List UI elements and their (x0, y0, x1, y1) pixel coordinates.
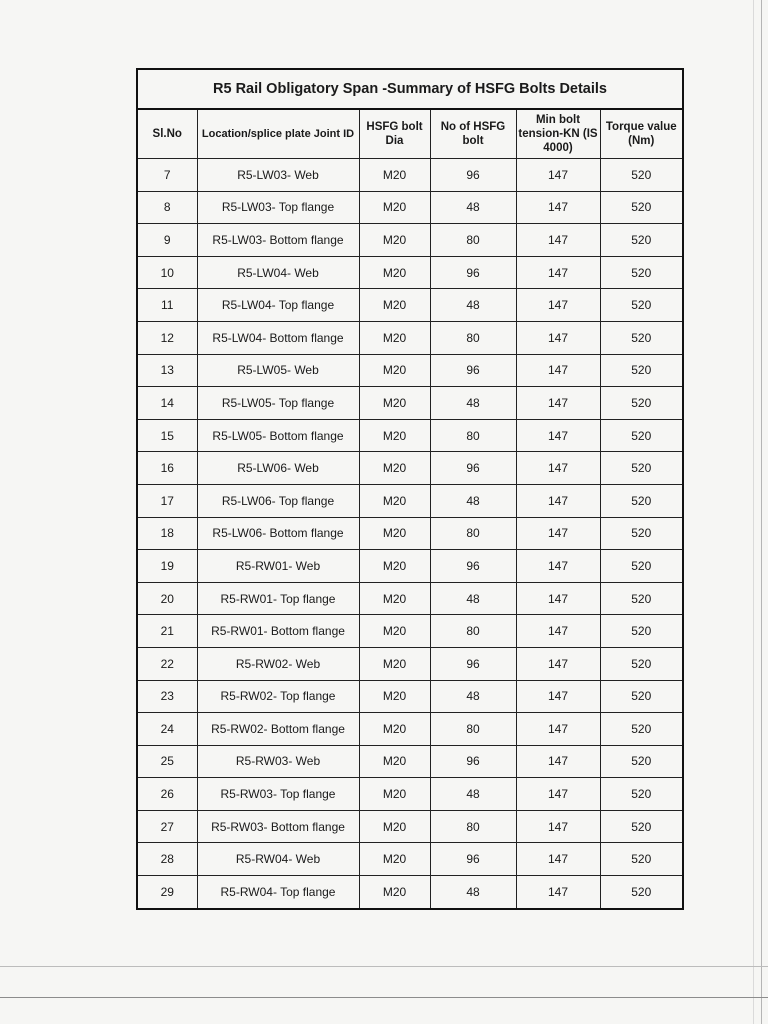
cell-sl-no: 20 (137, 582, 197, 615)
cell-location: R5-LW06- Top flange (197, 484, 359, 517)
table-row (137, 191, 683, 224)
cell-torque: 520 (600, 484, 683, 517)
cell-location: R5-RW03- Bottom flange (197, 810, 359, 843)
cell-bolt-dia: M20 (359, 191, 430, 224)
table-row (137, 354, 683, 387)
cell-min-tension: 147 (516, 680, 600, 713)
cell-torque: 520 (600, 582, 683, 615)
cell-sl-no: 14 (137, 387, 197, 420)
scan-artifact-line (0, 966, 768, 967)
cell-location: R5-RW01- Top flange (197, 582, 359, 615)
cell-torque: 520 (600, 550, 683, 583)
cell-torque: 520 (600, 289, 683, 322)
cell-bolt-dia: M20 (359, 810, 430, 843)
cell-sl-no: 22 (137, 647, 197, 680)
cell-min-tension: 147 (516, 419, 600, 452)
table-row (137, 387, 683, 420)
cell-bolt-count: 80 (430, 224, 516, 257)
cell-torque: 520 (600, 647, 683, 680)
cell-bolt-count: 48 (430, 876, 516, 909)
cell-bolt-count: 80 (430, 321, 516, 354)
cell-torque: 520 (600, 615, 683, 648)
cell-location: R5-RW03- Top flange (197, 778, 359, 811)
page-edge-line (761, 0, 762, 1024)
cell-bolt-count: 96 (430, 647, 516, 680)
cell-location: R5-RW01- Bottom flange (197, 615, 359, 648)
cell-sl-no: 11 (137, 289, 197, 322)
cell-bolt-dia: M20 (359, 582, 430, 615)
cell-location: R5-LW04- Top flange (197, 289, 359, 322)
cell-min-tension: 147 (516, 778, 600, 811)
table-row (137, 647, 683, 680)
cell-sl-no: 16 (137, 452, 197, 485)
cell-location: R5-LW05- Top flange (197, 387, 359, 420)
cell-location: R5-RW04- Web (197, 843, 359, 876)
table-row (137, 582, 683, 615)
table-row (137, 224, 683, 257)
table-row (137, 810, 683, 843)
cell-min-tension: 147 (516, 582, 600, 615)
cell-torque: 520 (600, 256, 683, 289)
cell-bolt-count: 96 (430, 159, 516, 192)
cell-sl-no: 27 (137, 810, 197, 843)
cell-torque: 520 (600, 419, 683, 452)
cell-bolt-dia: M20 (359, 843, 430, 876)
table-row (137, 517, 683, 550)
table-row (137, 321, 683, 354)
cell-bolt-count: 96 (430, 843, 516, 876)
cell-min-tension: 147 (516, 191, 600, 224)
table-row (137, 876, 683, 909)
cell-sl-no: 28 (137, 843, 197, 876)
table-row (137, 745, 683, 778)
cell-bolt-count: 96 (430, 256, 516, 289)
table-row (137, 680, 683, 713)
cell-location: R5-LW06- Web (197, 452, 359, 485)
cell-min-tension: 147 (516, 387, 600, 420)
cell-torque: 520 (600, 387, 683, 420)
cell-bolt-dia: M20 (359, 745, 430, 778)
cell-bolt-dia: M20 (359, 387, 430, 420)
cell-bolt-count: 96 (430, 745, 516, 778)
cell-torque: 520 (600, 159, 683, 192)
table-row (137, 778, 683, 811)
cell-min-tension: 147 (516, 256, 600, 289)
cell-min-tension: 147 (516, 484, 600, 517)
column-header-bolt-count: No of HSFG bolt (430, 109, 516, 159)
cell-location: R5-LW03- Web (197, 159, 359, 192)
cell-min-tension: 147 (516, 647, 600, 680)
cell-location: R5-LW04- Web (197, 256, 359, 289)
page-edge-shadow (753, 0, 754, 1024)
cell-bolt-dia: M20 (359, 876, 430, 909)
cell-bolt-dia: M20 (359, 354, 430, 387)
cell-sl-no: 10 (137, 256, 197, 289)
cell-bolt-count: 80 (430, 517, 516, 550)
cell-bolt-count: 48 (430, 778, 516, 811)
column-header-row (137, 109, 683, 159)
cell-bolt-count: 96 (430, 550, 516, 583)
cell-min-tension: 147 (516, 224, 600, 257)
cell-sl-no: 9 (137, 224, 197, 257)
cell-bolt-dia: M20 (359, 419, 430, 452)
cell-torque: 520 (600, 224, 683, 257)
table-row (137, 289, 683, 322)
cell-torque: 520 (600, 713, 683, 746)
cell-location: R5-RW03- Web (197, 745, 359, 778)
cell-bolt-dia: M20 (359, 321, 430, 354)
cell-bolt-count: 80 (430, 810, 516, 843)
cell-bolt-count: 48 (430, 289, 516, 322)
cell-sl-no: 7 (137, 159, 197, 192)
cell-min-tension: 147 (516, 615, 600, 648)
cell-bolt-dia: M20 (359, 517, 430, 550)
cell-location: R5-LW05- Bottom flange (197, 419, 359, 452)
column-header-torque: Torque value (Nm) (600, 109, 683, 159)
cell-min-tension: 147 (516, 843, 600, 876)
cell-bolt-count: 48 (430, 582, 516, 615)
cell-bolt-dia: M20 (359, 256, 430, 289)
cell-sl-no: 8 (137, 191, 197, 224)
cell-min-tension: 147 (516, 354, 600, 387)
cell-sl-no: 23 (137, 680, 197, 713)
cell-sl-no: 25 (137, 745, 197, 778)
cell-sl-no: 12 (137, 321, 197, 354)
cell-bolt-count: 48 (430, 680, 516, 713)
cell-bolt-count: 96 (430, 354, 516, 387)
cell-torque: 520 (600, 843, 683, 876)
table-row (137, 452, 683, 485)
cell-location: R5-RW02- Top flange (197, 680, 359, 713)
cell-torque: 520 (600, 354, 683, 387)
cell-torque: 520 (600, 778, 683, 811)
cell-bolt-dia: M20 (359, 647, 430, 680)
cell-bolt-count: 80 (430, 419, 516, 452)
table-row (137, 159, 683, 192)
cell-min-tension: 147 (516, 810, 600, 843)
cell-bolt-dia: M20 (359, 159, 430, 192)
cell-bolt-dia: M20 (359, 550, 430, 583)
cell-sl-no: 13 (137, 354, 197, 387)
cell-sl-no: 15 (137, 419, 197, 452)
cell-bolt-dia: M20 (359, 452, 430, 485)
cell-torque: 520 (600, 321, 683, 354)
table-row (137, 713, 683, 746)
cell-min-tension: 147 (516, 876, 600, 909)
cell-min-tension: 147 (516, 745, 600, 778)
cell-bolt-count: 96 (430, 452, 516, 485)
cell-sl-no: 29 (137, 876, 197, 909)
cell-bolt-dia: M20 (359, 484, 430, 517)
cell-bolt-dia: M20 (359, 713, 430, 746)
cell-torque: 520 (600, 517, 683, 550)
cell-location: R5-LW06- Bottom flange (197, 517, 359, 550)
cell-bolt-count: 80 (430, 713, 516, 746)
cell-min-tension: 147 (516, 713, 600, 746)
cell-location: R5-LW03- Bottom flange (197, 224, 359, 257)
cell-bolt-count: 80 (430, 615, 516, 648)
cell-location: R5-RW02- Web (197, 647, 359, 680)
column-header-sl-no: Sl.No (137, 109, 197, 159)
hsfg-bolts-table (136, 68, 684, 910)
scan-artifact-line (0, 997, 768, 998)
cell-sl-no: 21 (137, 615, 197, 648)
cell-bolt-dia: M20 (359, 778, 430, 811)
cell-sl-no: 18 (137, 517, 197, 550)
cell-torque: 520 (600, 680, 683, 713)
table-row (137, 419, 683, 452)
cell-sl-no: 19 (137, 550, 197, 583)
cell-location: R5-RW02- Bottom flange (197, 713, 359, 746)
table-row (137, 256, 683, 289)
cell-torque: 520 (600, 452, 683, 485)
cell-torque: 520 (600, 745, 683, 778)
cell-sl-no: 17 (137, 484, 197, 517)
table-row (137, 615, 683, 648)
cell-sl-no: 24 (137, 713, 197, 746)
cell-location: R5-RW01- Web (197, 550, 359, 583)
table-row (137, 550, 683, 583)
cell-bolt-count: 48 (430, 387, 516, 420)
cell-min-tension: 147 (516, 321, 600, 354)
cell-bolt-count: 48 (430, 484, 516, 517)
cell-min-tension: 147 (516, 289, 600, 322)
cell-torque: 520 (600, 810, 683, 843)
cell-torque: 520 (600, 191, 683, 224)
cell-min-tension: 147 (516, 517, 600, 550)
cell-min-tension: 147 (516, 452, 600, 485)
cell-bolt-dia: M20 (359, 680, 430, 713)
cell-bolt-dia: M20 (359, 289, 430, 322)
cell-bolt-dia: M20 (359, 615, 430, 648)
table-row (137, 843, 683, 876)
column-header-location: Location/splice plate Joint ID (197, 109, 359, 159)
cell-bolt-count: 48 (430, 191, 516, 224)
column-header-min-tension: Min bolt tension-KN (IS 4000) (516, 109, 600, 159)
column-header-bolt-dia: HSFG bolt Dia (359, 109, 430, 159)
cell-sl-no: 26 (137, 778, 197, 811)
cell-bolt-dia: M20 (359, 224, 430, 257)
table-row (137, 484, 683, 517)
cell-torque: 520 (600, 876, 683, 909)
cell-location: R5-LW04- Bottom flange (197, 321, 359, 354)
cell-min-tension: 147 (516, 550, 600, 583)
table-title: R5 Rail Obligatory Span -Summary of HSFG Bolts Details (137, 69, 683, 109)
cell-location: R5-LW03- Top flange (197, 191, 359, 224)
cell-min-tension: 147 (516, 159, 600, 192)
cell-location: R5-RW04- Top flange (197, 876, 359, 909)
cell-location: R5-LW05- Web (197, 354, 359, 387)
table-body (137, 159, 683, 909)
